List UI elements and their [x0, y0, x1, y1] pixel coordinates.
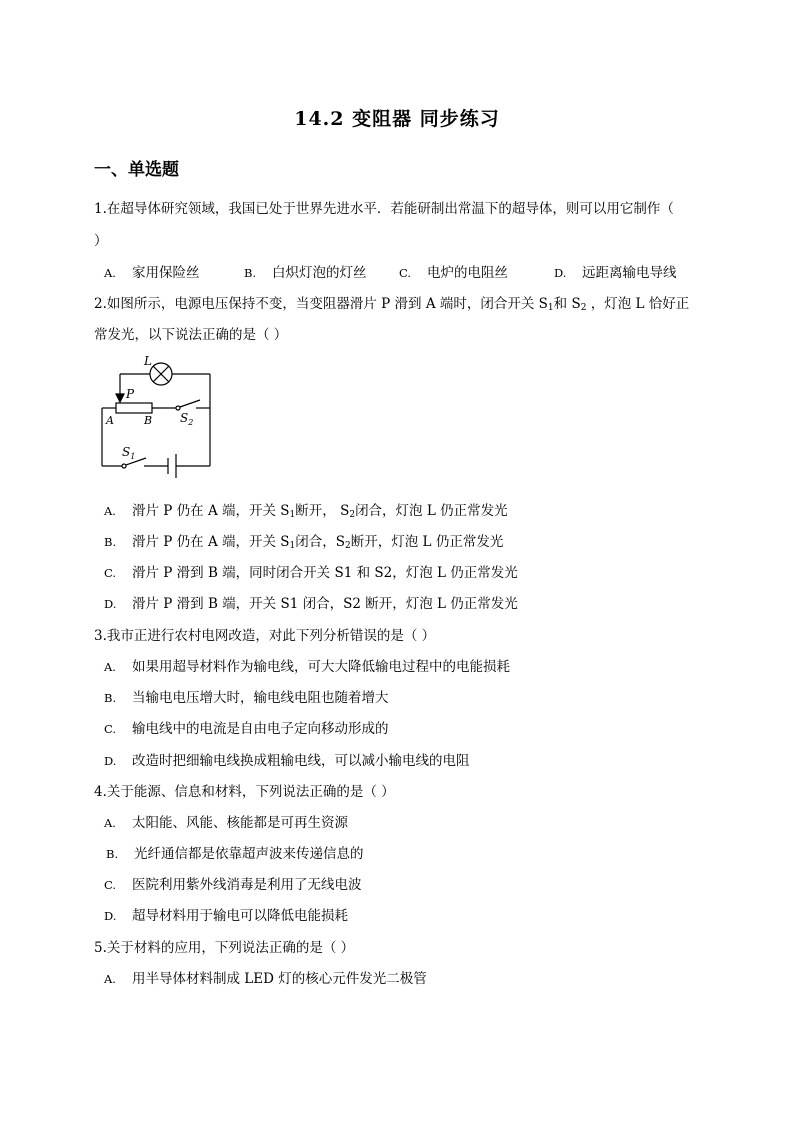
section-heading: 一、单选题 — [94, 160, 179, 180]
circuit-diagram — [92, 350, 222, 480]
switch-s2-icon — [180, 400, 200, 407]
label-lamp: L — [144, 354, 152, 368]
q2-option-d[interactable]: D. 滑片 P 滑到 B 端，开关 S1 闭合，S2 断开，灯泡 L 仍正常发光 — [104, 596, 518, 612]
q2-option-c[interactable]: C. 滑片 P 滑到 B 端，同时闭合开关 S1 和 S2，灯泡 L 仍正常发光 — [104, 565, 518, 581]
q3-option-d[interactable]: D. 改造时把细输电线换成粗输电线，可以减小输电线的电阻 — [104, 753, 470, 769]
question-5-text: 5.关于材料的应用，下列说法正确的是（ ） — [94, 940, 355, 956]
q1-option-d[interactable]: D. 远距离输电导线 — [554, 265, 677, 281]
q2-option-a[interactable]: A. 滑片 P 仍在 A 端，开关 $S_1$断开， $S_2$闭合，灯泡 L 仍正常发光 — [104, 503, 508, 520]
label-switch-s1: $S_1$ — [122, 445, 136, 461]
label-end-b: B — [144, 414, 153, 427]
q3-option-b[interactable]: B. 当输电电压增大时，输电线电阻也随着增大 — [104, 690, 389, 706]
label-switch-s2: $S_2$ — [180, 411, 194, 427]
q4-option-d[interactable]: D. 超导材料用于输电可以降低电能损耗 — [104, 908, 348, 924]
question-1-text: 1.在超导体研究领域，我国已处于世界先进水平．若能研制出常温下的超导体，则可以用它制作（ — [94, 201, 674, 217]
q4-option-a[interactable]: A. 太阳能、风能、核能都是可再生资源 — [104, 815, 348, 831]
switch-s1-icon — [126, 458, 146, 465]
switch-s1-contact — [122, 464, 126, 468]
question-4-text: 4.关于能源、信息和材料，下列说法正确的是（ ） — [94, 784, 395, 800]
page-title: 14.2 变阻器 同步练习 — [294, 108, 500, 130]
question-2-text: 2.如图所示，电源电压保持不变，当变阻器滑片 P 滑到 A 端时，闭合开关 $S_1$和 $S_2$ ，灯泡 L 恰好正 — [94, 296, 690, 313]
q3-option-a[interactable]: A. 如果用超导材料作为输电线，可大大降低输电过程中的电能损耗 — [104, 659, 510, 675]
q3-option-c[interactable]: C. 输电线中的电流是自由电子定向移动形成的 — [104, 721, 389, 737]
question-2-text-cont: 常发光，以下说法正确的是（ ） — [94, 327, 288, 343]
q4-option-b[interactable]: B. 光纤通信都是依靠超声波来传递信息的 — [106, 846, 364, 862]
q5-option-a[interactable]: A. 用半导体材料制成 LED 灯的核心元件发光二极管 — [104, 971, 427, 987]
rheostat-icon — [116, 403, 152, 413]
q2-option-b[interactable]: B. 滑片 P 仍在 A 端，开关 $S_1$闭合，$S_2$断开，灯泡 L 仍正常发光 — [104, 534, 504, 551]
label-slider: P — [126, 387, 135, 401]
q1-option-a[interactable]: A. 家用保险丝 — [104, 265, 200, 281]
label-end-a: A — [106, 414, 114, 427]
question-3-text: 3.我市正进行农村电网改造，对此下列分析错误的是（ ） — [94, 628, 436, 644]
q4-option-c[interactable]: C. 医院利用紫外线消毒是利用了无线电波 — [104, 877, 362, 893]
q1-option-b[interactable]: B. 白炽灯泡的灯丝 — [244, 265, 367, 281]
question-1-text-cont: ） — [94, 233, 108, 249]
q1-option-c[interactable]: C. 电炉的电阻丝 — [399, 265, 508, 281]
switch-s2-contact — [176, 406, 180, 410]
